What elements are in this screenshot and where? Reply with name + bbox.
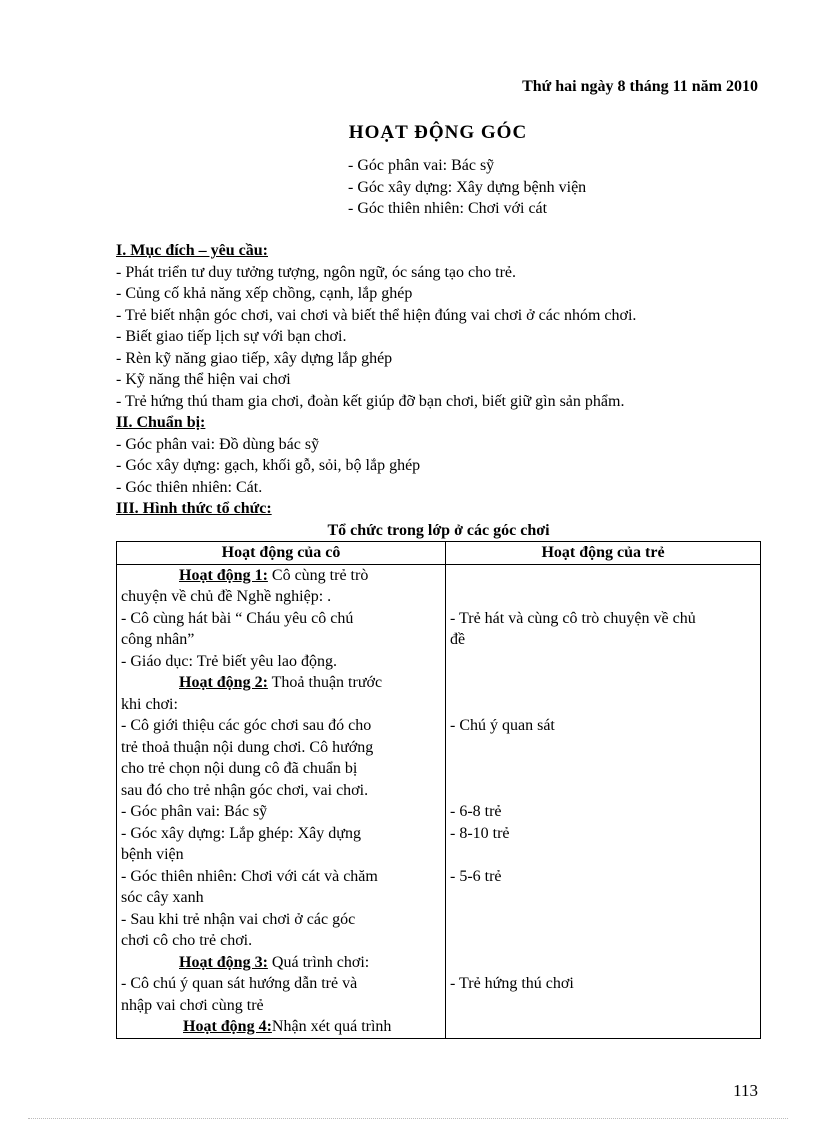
text-line: - 5-6 trẻ [450, 867, 502, 885]
text-line: - Trẻ hát và cùng cô trò chuyện về chủ [450, 609, 696, 627]
list-item: - Trẻ biết nhận góc chơi, vai chơi và biết thể hiện đúng vai chơi ở các nhóm chơi. [116, 306, 637, 324]
activity-label: Hoạt động 1: [179, 566, 268, 584]
activity-4-line [121, 1016, 441, 1038]
list-item: - Trẻ hứng thú tham gia chơi, đoàn kết giúp đỡ bạn chơi, biết giữ gìn sản phẩm. [116, 392, 625, 410]
text-line: - Cô chú ý quan sát hướng dẫn trẻ và [121, 975, 358, 992]
list-item: - Góc phân vai: Đồ dùng bác sỹ [116, 435, 320, 453]
text-line: - Góc phân vai: Bác sỹ [121, 803, 268, 820]
activity-3-line [121, 952, 441, 974]
list-item: - Phát triển tư duy tưởng tượng, ngôn ngữ, óc sáng tạo cho trẻ. [116, 263, 516, 281]
document-body [116, 240, 766, 520]
text-line: cho trẻ chọn nội dung cô đã chuẩn bị [121, 760, 358, 777]
list-item: - Góc xây dựng: gạch, khối gỗ, sỏi, bộ lắp ghép [116, 457, 421, 474]
table-row [117, 564, 761, 1038]
list-item: - Góc thiên nhiên: Cát. [116, 478, 263, 496]
text-line: công nhân” [121, 631, 195, 648]
list-item: - Kỹ năng thể hiện vai chơi [116, 371, 291, 388]
text-line: - Cô giới thiệu các góc chơi sau đó cho [121, 717, 372, 734]
subtitle-item: - Góc thiên nhiên: Chơi với cát [348, 200, 548, 217]
text-line: - Cô cùng hát bài “ Cháu yêu cô chú [121, 609, 354, 627]
text-line: sóc cây xanh [121, 889, 204, 906]
subtitle-list [348, 155, 586, 220]
activity-label: Hoạt động 3: [179, 953, 268, 971]
text-line: nhập vai chơi cùng trẻ [121, 996, 264, 1014]
activity-text: Thoả thuận trước [267, 674, 383, 691]
text-line: - Chú ý quan sát [450, 717, 555, 734]
text-line: đề [450, 631, 466, 648]
text-line: chơi cô cho trẻ chơi. [121, 932, 253, 949]
subtitle-item: - Góc phân vai: Bác sỹ [348, 157, 495, 174]
activity-1-line [121, 565, 441, 587]
activity-text: Cô cùng trẻ trò [267, 566, 369, 584]
section-heading-purpose: I. Mục đích – yêu cầu: [116, 242, 268, 259]
table-title: Tổ chức trong lớp ở các góc chơi [327, 522, 550, 539]
text-line: - Sau khi trẻ nhận vai chơi ở các góc [121, 910, 356, 928]
text-line: khi chơi: [121, 695, 178, 713]
table-header-row [117, 542, 761, 565]
activity-label: Hoạt động 4: [183, 1018, 272, 1035]
activity-text: Quá trình chơi: [267, 953, 370, 971]
activity-text: Nhận xét quá trình [271, 1018, 392, 1035]
list-item: - Biết giao tiếp lịch sự với bạn chơi. [116, 328, 347, 345]
column-header-child: Hoạt động của trẻ [446, 542, 761, 565]
column-header-teacher: Hoạt động của cô [117, 542, 446, 565]
text-line: chuyện về chủ đề Nghề nghiệp: . [121, 588, 332, 605]
text-line: - 8-10 trẻ [450, 824, 510, 842]
text-line: - Góc xây dựng: Lắp ghép: Xây dựng [121, 824, 361, 842]
text-line: - Trẻ hứng thú chơi [450, 975, 574, 992]
page-title: HOẠT ĐỘNG GÓC [348, 122, 528, 143]
activity-table [116, 541, 761, 1039]
text-line: - Giáo dục: Trẻ biết yêu lao động. [121, 652, 337, 670]
subtitle-item: - Góc xây dựng: Xây dựng bệnh viện [348, 178, 587, 196]
footer-divider [28, 1118, 788, 1119]
text-line: trẻ thoả thuận nội dung chơi. Cô hướng [121, 738, 374, 756]
list-item: - Rèn kỹ năng giao tiếp, xây dựng lắp ghép [116, 349, 393, 367]
text-line: sau đó cho trẻ nhận góc chơi, vai chơi. [121, 781, 369, 799]
document-date: Thứ hai ngày 8 tháng 11 năm 2010 [522, 78, 758, 95]
list-item: - Củng cố khả năng xếp chồng, cạnh, lắp ghép [116, 285, 413, 302]
child-activity-cell [446, 564, 761, 1038]
text-line: - Góc thiên nhiên: Chơi với cát và chăm [121, 867, 378, 885]
teacher-activity-cell [117, 564, 446, 1038]
section-heading-organization: III. Hình thức tổ chức: [116, 500, 272, 517]
activity-2-line [121, 672, 441, 694]
page-number: 113 [733, 1081, 758, 1100]
text-line: bệnh viện [121, 846, 184, 863]
text-line: - 6-8 trẻ [450, 803, 502, 820]
section-heading-preparation: II. Chuẩn bị: [116, 414, 206, 431]
activity-label: Hoạt động 2: [179, 674, 268, 691]
